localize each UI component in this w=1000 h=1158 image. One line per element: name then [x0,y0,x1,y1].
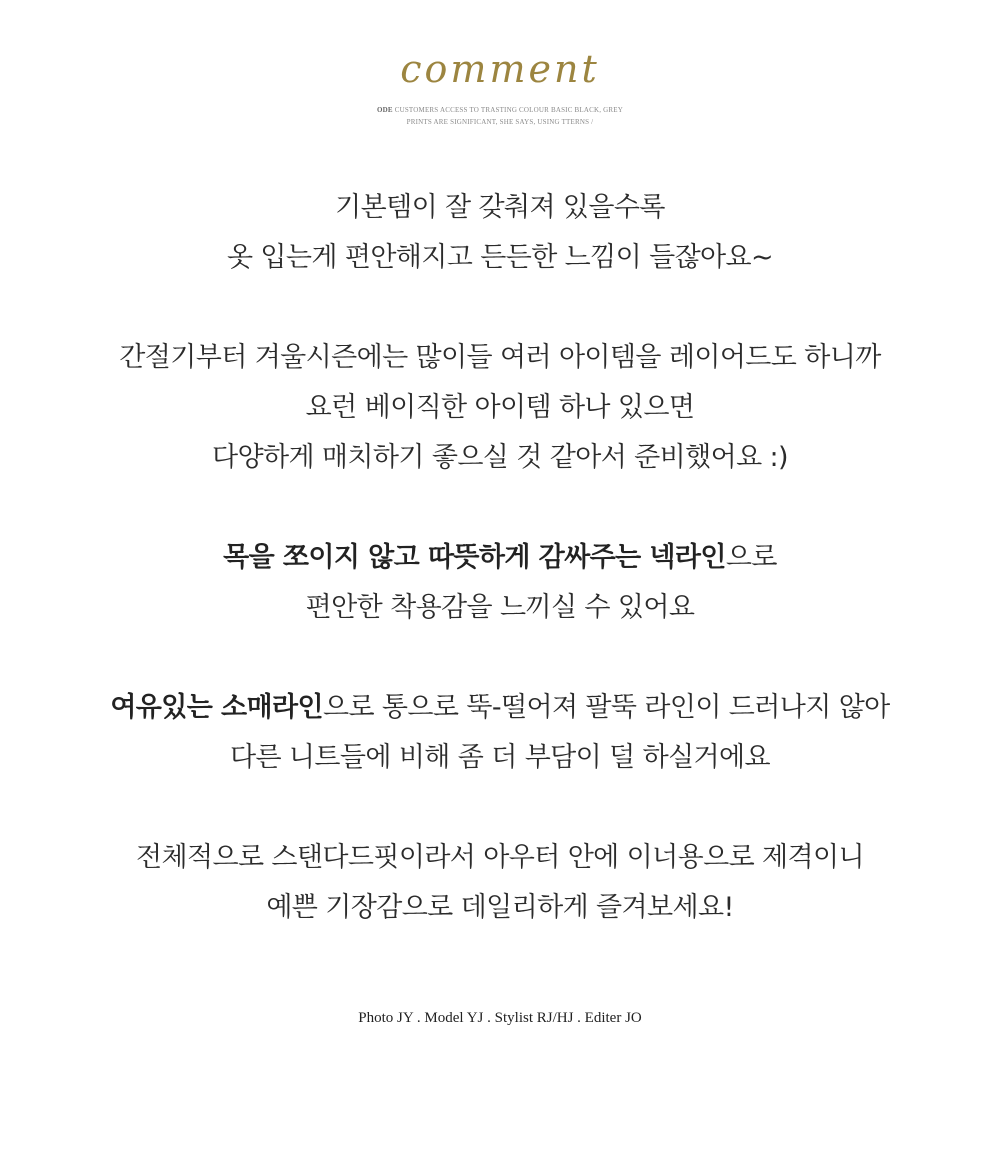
header-subtitle-rest: CUSTOMERS ACCESS TO TRASTING COLOUR BASIC BLACK, GREY [392,106,624,114]
neckline-highlight: 목을 쪼이지 않고 따뜻하게 감싸주는 넥라인 [223,542,726,573]
paragraph-2-line-1: 간절기부터 겨울시즌에는 많이들 여러 아이템을 레이어드도 하니까 [119,342,881,373]
paragraph-4 [0,683,1000,783]
header-subtitle-line2: PRINTS ARE SIGNIFICANT, SHE SAYS, USING TTERNS / [406,118,594,126]
paragraph-1-line-1: 기본템이 잘 갖춰져 있을수록 [335,192,665,223]
paragraph-4-line-1-rest: 으로 통으로 뚝-떨어져 팔뚝 라인이 드러나지 않아 [322,692,890,723]
header-subtitle-prefix: ODE [376,106,393,114]
paragraph-5 [0,833,1000,933]
photo-credits: Photo JY . Model YJ . Stylist RJ/HJ . Editer JO [358,1010,642,1026]
paragraph-3-line-1 [0,533,1000,583]
paragraph-4-line-2: 다른 니트들에 비해 좀 더 부담이 덜 하실거에요 [229,742,771,773]
sleeve-highlight: 여유있는 소매라인 [110,692,323,723]
paragraph-3-line-1-rest: 으로 [725,542,777,573]
paragraph-2-line-2: 요런 베이직한 아이템 하나 있으면 [305,392,695,423]
comment-body [0,183,1000,933]
header-subtitle-line1 [0,104,1000,116]
paragraph-gap [0,633,1000,683]
paragraph-gap [0,283,1000,333]
paragraph-2 [0,333,1000,483]
paragraph-gap [0,483,1000,533]
paragraph-4-line-1 [0,683,1000,733]
paragraph-3-line-2: 편안한 착용감을 느끼실 수 있어요 [305,592,695,623]
paragraph-3 [0,533,1000,633]
paragraph-1 [0,183,1000,283]
logo-text: comment [400,47,600,91]
comment-script-logo [380,40,620,98]
comment-header [0,40,1000,128]
paragraph-gap [0,783,1000,833]
paragraph-5-line-1: 전체적으로 스탠다드핏이라서 아우터 안에 이너용으로 제격이니 [136,842,864,873]
paragraph-2-line-3: 다양하게 매치하기 좋으실 것 같아서 준비했어요 :) [212,442,788,473]
paragraph-5-line-2: 예쁜 기장감으로 데일리하게 즐겨보세요! [266,892,734,923]
paragraph-1-line-2: 옷 입는게 편안해지고 든든한 느낌이 들잖아요~ [226,242,774,273]
